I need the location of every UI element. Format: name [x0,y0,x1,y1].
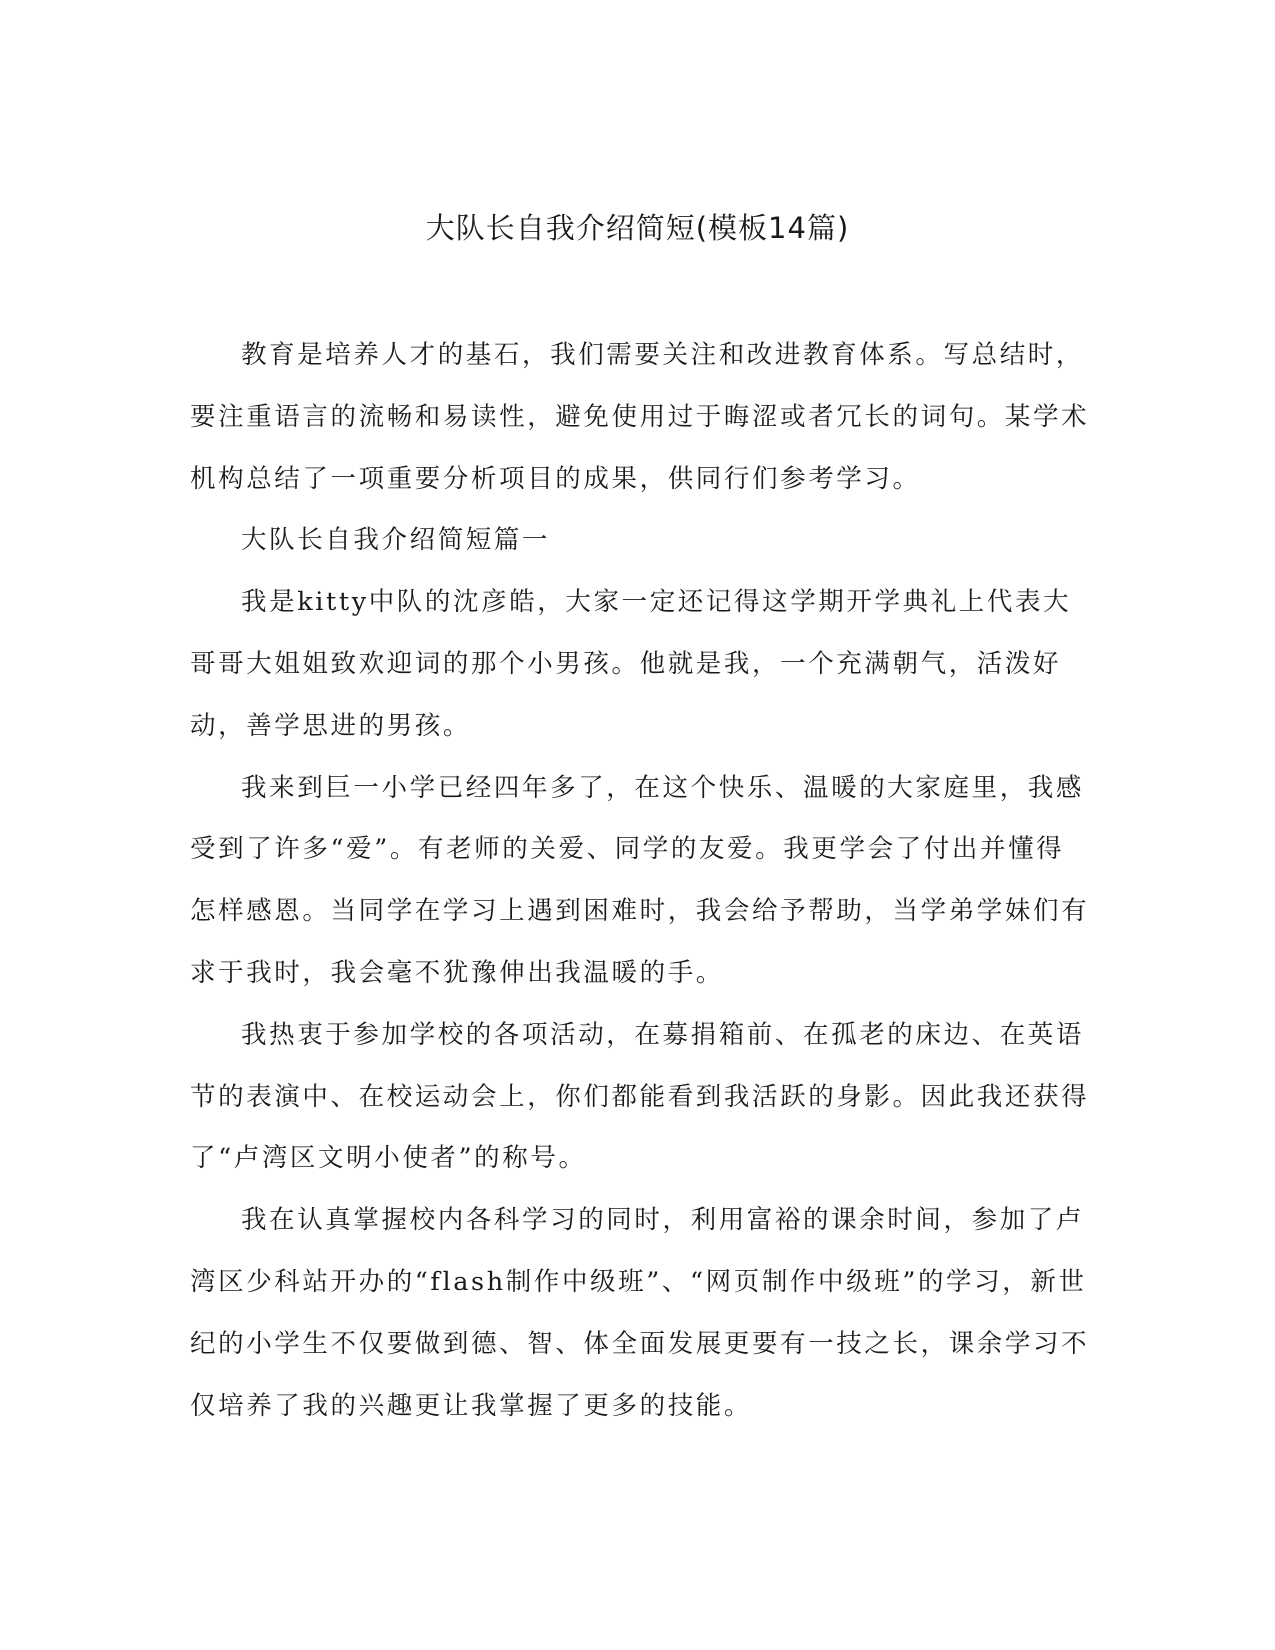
paragraph-intro: 教育是培养人才的基石，我们需要关注和改进教育体系。写总结时，要注重语言的流畅和易读性，避免使用过于晦涩或者冗长的词句。某学术机构总结了一项重要分析项目的成果，供同行们参考学习。 [190,340,1090,494]
paragraph-activities: 我热衷于参加学校的各项活动，在募捐箱前、在孤老的床边、在英语节的表演中、在校运动会上，你们都能看到我活跃的身影。因此我还获得了“卢湾区文明小使者”的称号。 [190,1019,1090,1174]
paragraph-school-life: 我来到巨一小学已经四年多了，在这个快乐、温暖的大家庭里，我感受到了许多“爱”。有老师的关爱、同学的友爱。我更学会了付出并懂得怎样感恩。当同学在学习上遇到困难时，我会给予帮助，当学弟学妹们有求于我时，我会毫不犹豫伸出我温暖的手。 [190,772,1090,988]
paragraph-self-intro: 我是kitty中队的沈彦皓，大家一定还记得这学期开学典礼上代表大哥哥大姐姐致欢迎词的那个小男孩。他就是我，一个充满朝气，活泼好动，善学思进的男孩。 [190,587,1072,741]
document-body [190,325,1090,1437]
paragraph-studies: 我在认真掌握校内各科学习的同时，利用富裕的课余时间，参加了卢湾区少科站开办的“flash制作中级班”、“网页制作中级班”的学习，新世纪的小学生不仅要做到德、智、体全面发展更要有一技之长，课余学习不仅培养了我的兴趣更让我掌握了更多的技能。 [190,1205,1090,1421]
section-heading: 大队长自我介绍简短篇一 [241,525,551,556]
document-title: 大队长自我介绍简短(模板14篇) [425,211,850,245]
